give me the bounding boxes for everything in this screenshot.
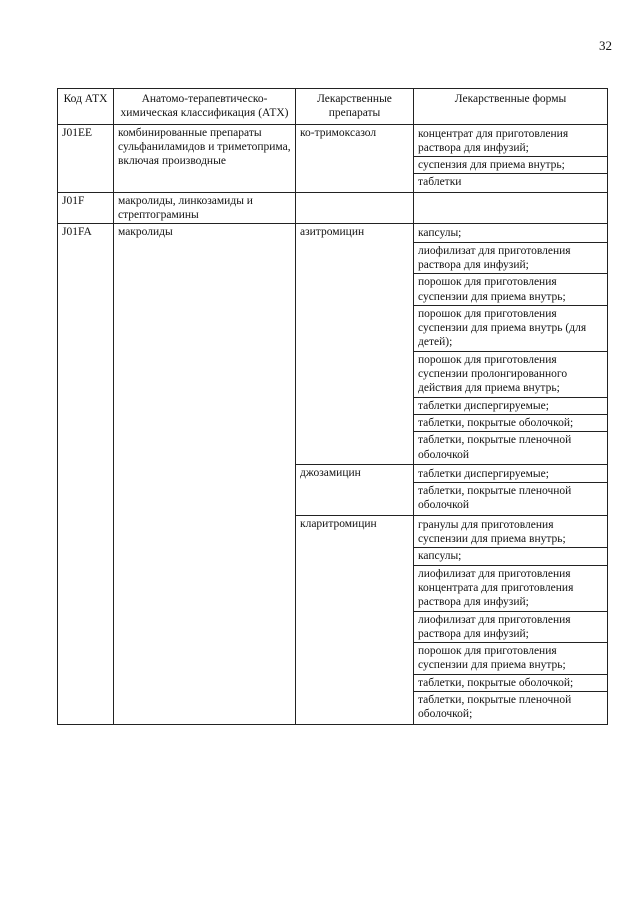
table-row: [58, 224, 608, 464]
dosage-form-item: лиофилизат для приготовления раствора для инфузий;: [414, 242, 607, 274]
dosage-form-item: порошок для приготовления суспензии пролонгированного действия для приема внутрь;: [414, 351, 607, 397]
dosage-form-item: порошок для приготовления суспензии для приема внутрь (для детей);: [414, 305, 607, 351]
atc-classification-cell: макролиды: [114, 224, 296, 724]
table-row: [58, 192, 608, 224]
dosage-form-item: гранулы для приготовления суспензии для приема внутрь;: [418, 518, 566, 546]
atc-drug-table: [57, 88, 608, 725]
drug-name-cell: ко-тримоксазол: [296, 124, 414, 192]
dosage-form-item: таблетки диспергируемые;: [414, 397, 607, 414]
atc-code-cell: J01FA: [58, 224, 114, 724]
header-drugs: Лекарственные препараты: [296, 89, 414, 125]
dosage-form-item: таблетки, покрытые пленочной оболочкой;: [414, 691, 607, 723]
dosage-form-item: порошок для приготовления суспензии для приема внутрь;: [414, 273, 607, 305]
table-row: [58, 124, 608, 192]
drug-name-cell: джозамицин: [296, 464, 414, 515]
drug-forms-cell: [414, 224, 608, 464]
dosage-form-item: таблетки, покрытые пленочной оболочкой: [414, 431, 607, 463]
header-forms: Лекарственные формы: [414, 89, 608, 125]
drug-name-cell: [296, 192, 414, 224]
dosage-form-item: суспензия для приема внутрь;: [414, 156, 607, 173]
dosage-form-item: капсулы;: [418, 227, 462, 240]
table-body: [58, 124, 608, 724]
atc-code-cell: J01EE: [58, 124, 114, 192]
atc-classification-cell: макролиды, линкозамиды и стрептограмины: [114, 192, 296, 224]
drug-name-cell: кларитромицин: [296, 515, 414, 724]
drug-forms-cell: [414, 124, 608, 192]
dosage-form-item: лиофилизат для приготовления раствора для инфузий;: [414, 611, 607, 643]
page-number: 32: [599, 38, 612, 53]
dosage-form-item: таблетки диспергируемые;: [418, 467, 549, 480]
dosage-form-item: таблетки, покрытые оболочкой;: [414, 674, 607, 691]
drug-name-cell: азитромицин: [296, 224, 414, 464]
drug-forms-cell: [414, 464, 608, 515]
drug-forms-cell: [414, 192, 608, 224]
dosage-form-item: лиофилизат для приготовления концентрата для приготовления раствора для инфузий;: [414, 565, 607, 611]
table-header-row: [58, 89, 608, 125]
dosage-form-item: таблетки, покрытые пленочной оболочкой: [414, 482, 607, 514]
dosage-form-item: таблетки: [414, 173, 607, 190]
dosage-form-item: порошок для приготовления суспензии для приема внутрь;: [414, 642, 607, 674]
atc-classification-cell: комбинированные препараты сульфаниламидов и триметоприма, включая производные: [114, 124, 296, 192]
header-code: Код АТХ: [58, 89, 114, 125]
dosage-form-item: капсулы;: [414, 547, 607, 564]
atc-code-cell: J01F: [58, 192, 114, 224]
header-classification: Анатомо-терапевтическо-химическая классификация (АТХ): [114, 89, 296, 125]
dosage-form-item: таблетки, покрытые оболочкой;: [414, 414, 607, 431]
dosage-form-item: концентрат для приготовления раствора для инфузий;: [418, 127, 569, 154]
drug-forms-cell: [414, 515, 608, 724]
